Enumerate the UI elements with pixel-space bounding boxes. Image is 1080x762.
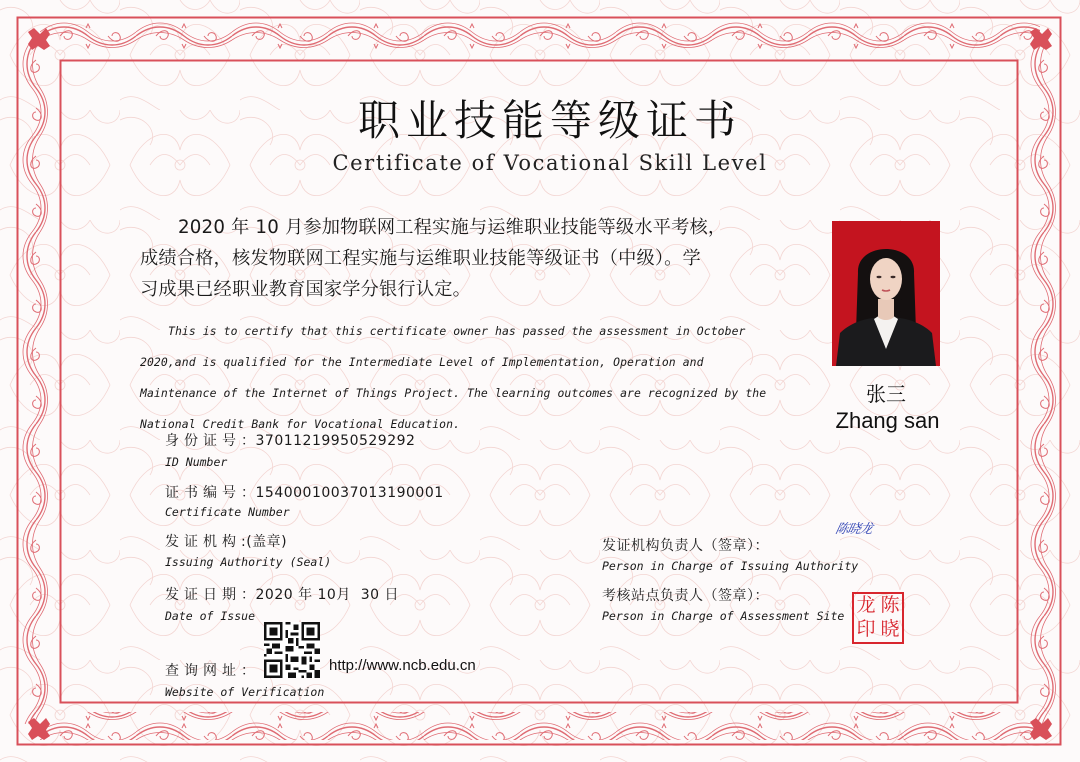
seal-char: 晓 [880, 618, 900, 640]
certificate-number-field [165, 482, 444, 502]
verification-url-link[interactable]: http://www.ncb.edu.cn [329, 657, 476, 674]
portrait-image [832, 221, 940, 366]
issuing-authority-label: 发证机构 [165, 534, 241, 550]
qr-code-icon[interactable] [264, 622, 320, 678]
id-number-field [165, 430, 415, 450]
website-field [165, 660, 256, 680]
statement-line: Maintenance of the Internet of Things Project. The learning outcomes are recognized by the [140, 386, 767, 400]
handwritten-signature: 陈晓龙 [833, 522, 874, 537]
certificate-title-english: Certificate of Vocational Skill Level [332, 151, 768, 175]
red-seal-stamp [852, 592, 904, 644]
statement-line: National Credit Bank for Vocational Education. [140, 417, 461, 431]
issuing-authority-field [165, 531, 287, 551]
certificate-number-label-english: Certificate Number [165, 505, 290, 519]
statement-line [140, 212, 780, 243]
certificate-statement-english [140, 316, 790, 440]
statement-line-text: This is to certify that this certificate owner has passed the assessment in October [168, 324, 746, 338]
statement-line: 习成果已经职业教育国家学分银行认定。 [140, 279, 471, 300]
issuing-authority-value: (盖章) [246, 534, 288, 550]
statement-line-text: 2020 年 10 月参加物联网工程实施与运维职业技能等级水平考核， [178, 217, 727, 238]
colon: ： [241, 433, 256, 449]
holder-name-chinese: 张三 [866, 382, 906, 406]
colon: ： [241, 587, 256, 603]
issuing-person-label: 发证机构负责人（签章）： [602, 538, 769, 554]
colon: ： [241, 663, 256, 679]
date-of-issue-label-english: Date of Issue [165, 609, 256, 623]
id-number-value: 37011219950529292 [255, 433, 416, 449]
holder-photo [832, 221, 940, 366]
seal-char: 印 [856, 618, 876, 640]
statement-line: 2020,and is qualified for the Intermediate Level of Implementation, Operation and [140, 355, 704, 369]
holder-name-english: Zhang san [835, 408, 940, 433]
colon: ： [241, 485, 256, 501]
statement-line: 成绩合格，核发物联网工程实施与运维职业技能等级证书（中级）。学 [140, 248, 701, 269]
date-of-issue-label: 发证日期 [165, 587, 241, 603]
date-of-issue-value: 2020 年 10月 30 日 [255, 587, 400, 603]
date-of-issue-field [165, 584, 399, 604]
seal-char: 陈 [880, 594, 900, 616]
website-label-english: Website of Verification [165, 685, 325, 699]
colon: : [241, 534, 247, 550]
assessment-person-label-english: Person in Charge of Assessment Site [602, 609, 845, 623]
assessment-person-label: 考核站点负责人（签章）： [602, 588, 769, 604]
seal-char: 龙 [856, 594, 876, 616]
certificate-statement-chinese [140, 212, 780, 305]
statement-line [140, 316, 790, 347]
certificate-title-chinese: 职业技能等级证书 [357, 96, 742, 145]
id-number-label-english: ID Number [165, 455, 228, 469]
issuing-authority-label-english: Issuing Authority (Seal) [165, 555, 332, 569]
issuing-person-label-english: Person in Charge of Issuing Authority [602, 559, 859, 573]
certificate-number-value: 15400010037013190001 [255, 485, 444, 501]
certificate-number-label: 证书编号 [165, 485, 241, 501]
website-label: 查询网址 [165, 663, 241, 679]
id-number-label: 身份证号 [165, 433, 241, 449]
